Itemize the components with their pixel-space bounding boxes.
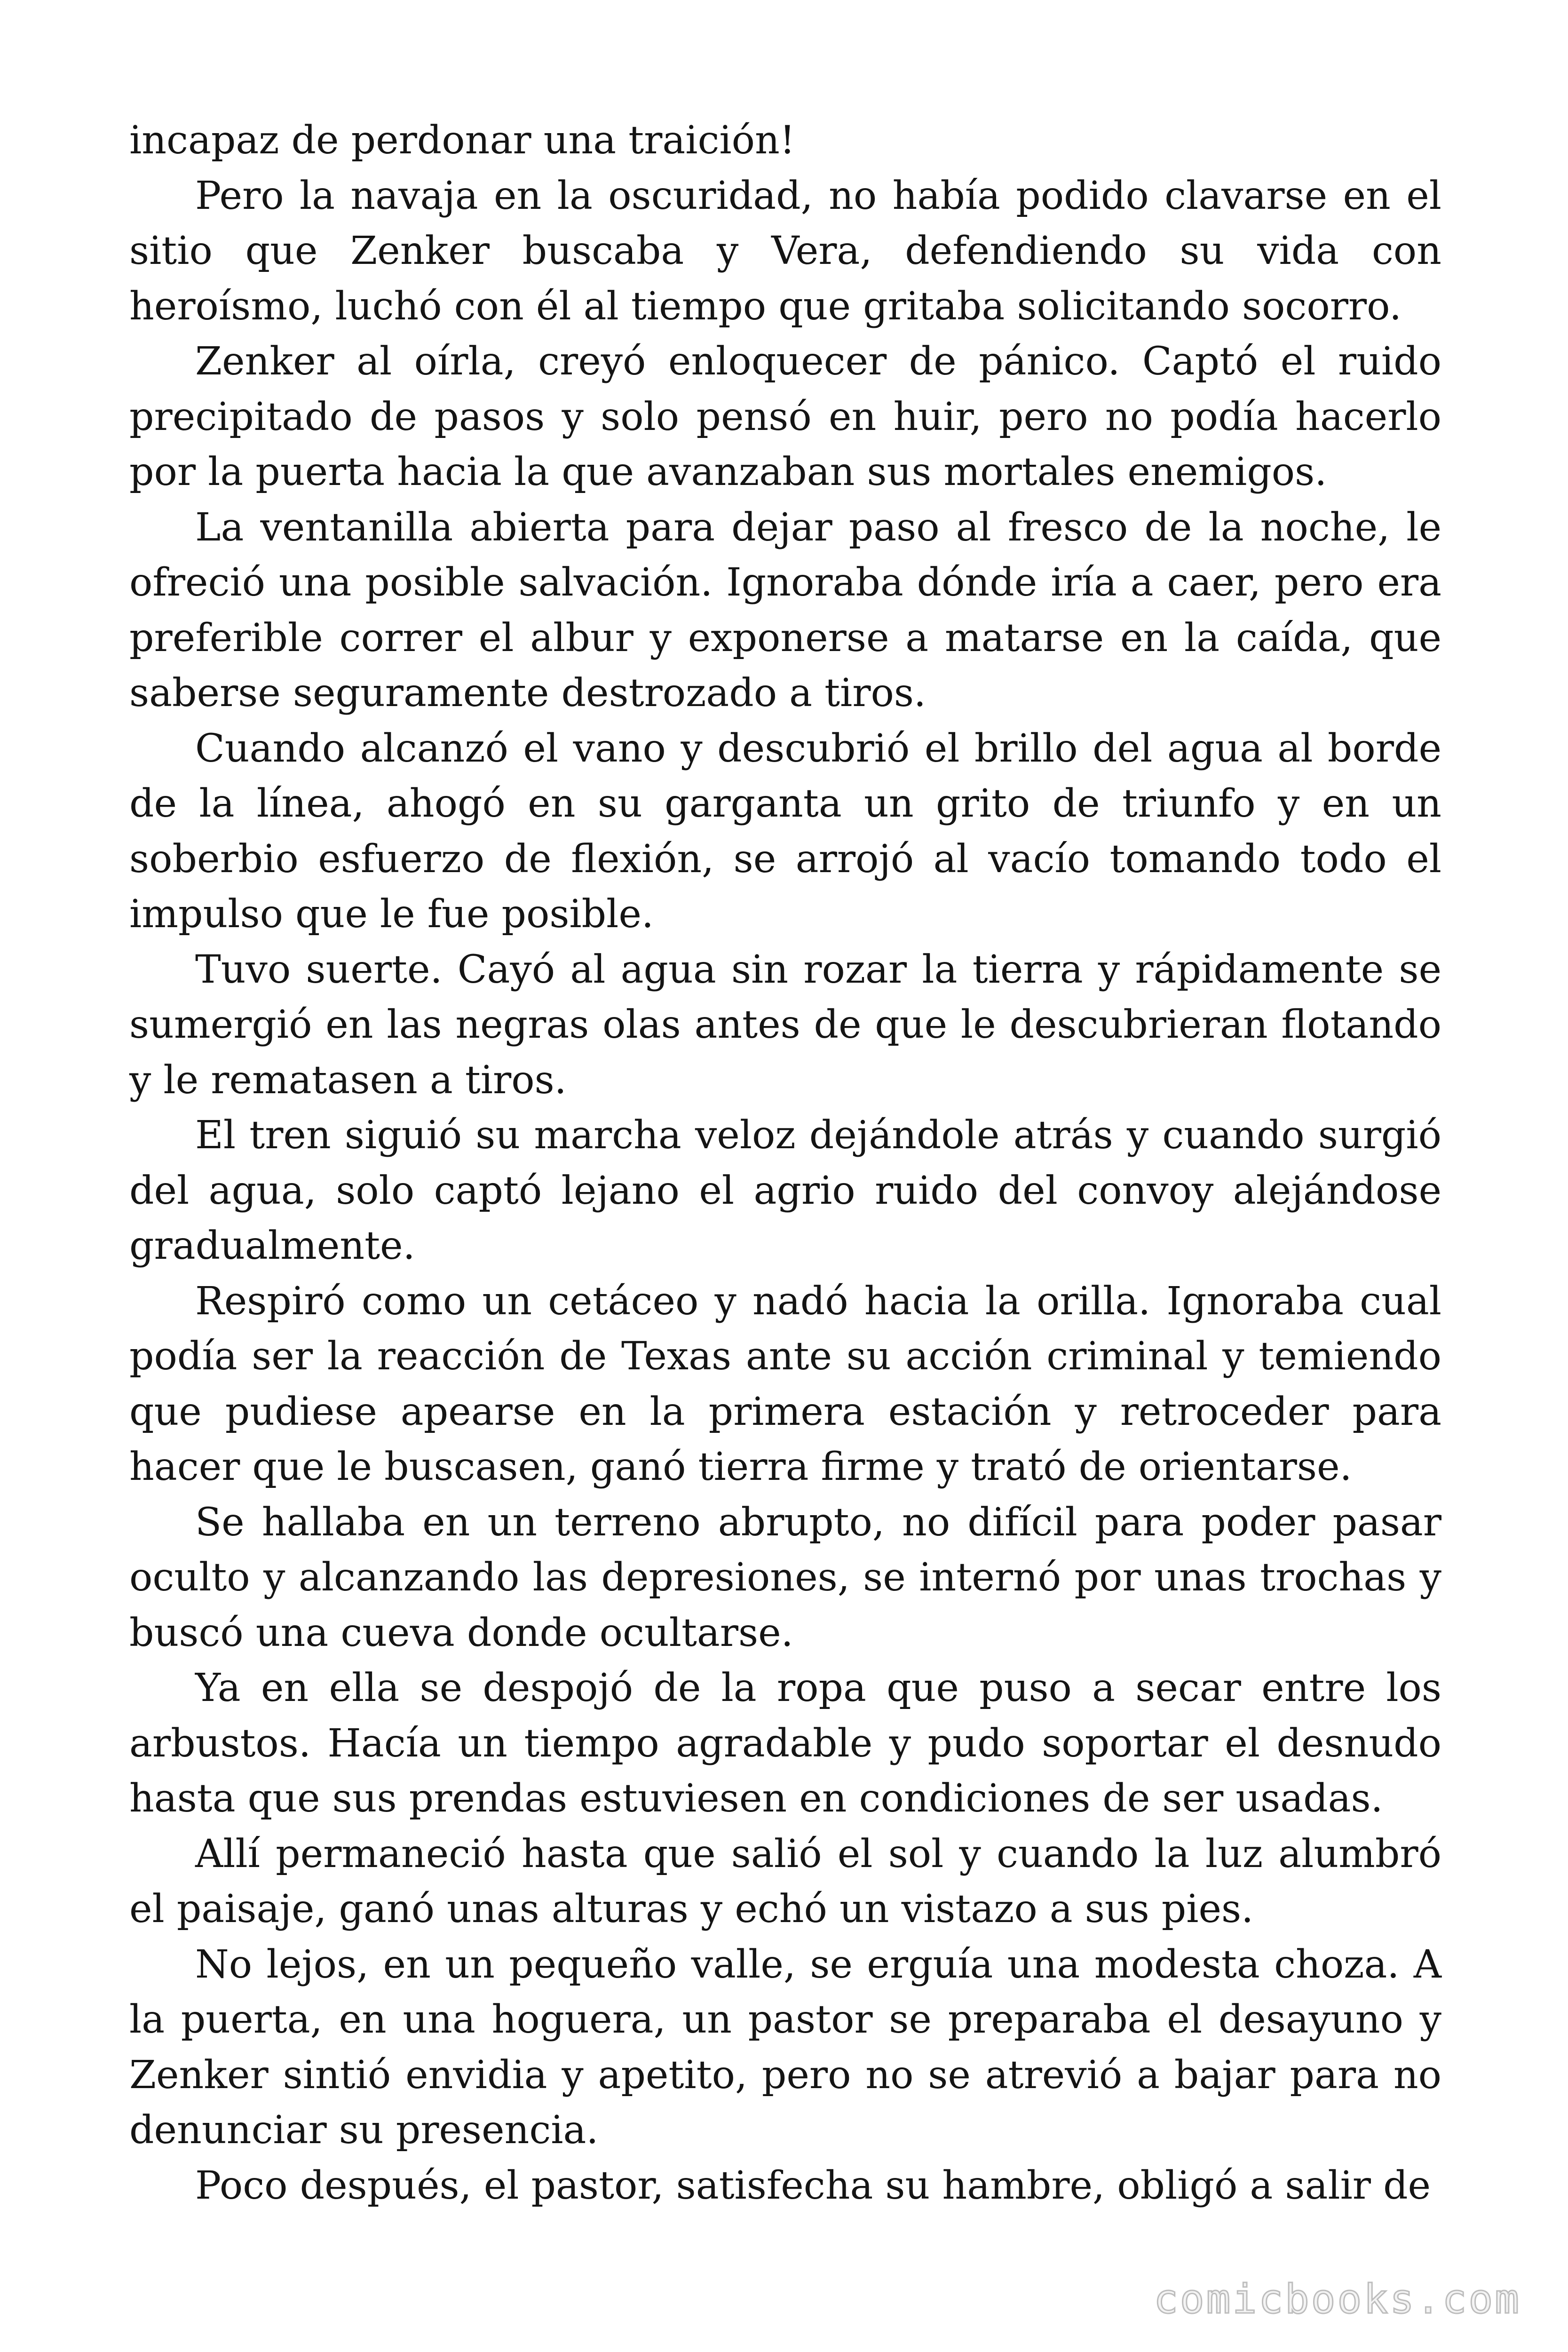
paragraph: Allí permaneció hasta que salió el sol y cuando la luz alumbró el paisaje, ganó unas alturas y echó un vistazo a sus pies.	[129, 1831, 1441, 1931]
paragraph: Poco después, el pastor, satisfecha su hambre, obligó a salir de	[195, 2163, 1431, 2208]
paragraph: El tren siguió su marcha veloz dejándole atrás y cuando surgió del agua, solo captó lejano el agrio ruido del convoy alejándose gradualmente.	[129, 1113, 1441, 1268]
paragraph: Cuando alcanzó el vano y descubrió el brillo del agua al borde de la línea, ahogó en su garganta un grito de triunfo y en un soberbio esfuerzo de flexión, se arrojó al vacío tomando todo el impulso que le fue posible.	[129, 726, 1441, 937]
paragraph: incapaz de perdonar una traición!	[129, 118, 795, 163]
page-text	[129, 113, 1441, 2213]
paragraph: La ventanilla abierta para dejar paso al fresco de la noche, le ofreció una posible salvación. Ignoraba dónde iría a caer, pero era preferible correr el albur y exponerse a matarse en la caída, que saberse seguramente destrozado a tiros.	[129, 505, 1441, 715]
paragraph: Respiró como un cetáceo y nadó hacia la orilla. Ignoraba cual podía ser la reacción de Texas ante su acción criminal y temiendo que pudiese apearse en la primera estación y retroceder para hacer que le buscasen, ganó tierra firme y trató de orientarse.	[129, 1279, 1441, 1489]
paragraph: Ya en ella se despojó de la ropa que puso a secar entre los arbustos. Hacía un tiempo agradable y pudo soportar el desnudo hasta que sus prendas estuviesen en condiciones de ser usadas.	[129, 1666, 1441, 1821]
paragraph: No lejos, en un pequeño valle, se erguía una modesta choza. A la puerta, en una hoguera, un pastor se preparaba el desayuno y Zenker sintió envidia y apetito, pero no se atrevió a bajar para no denunciar su presencia.	[129, 1942, 1441, 2153]
paragraph: Pero la navaja en la oscuridad, no había podido clavarse en el sitio que Zenker buscaba y Vera, defendiendo su vida con heroísmo, luchó con él al tiempo que gritaba solicitando socorro.	[129, 173, 1441, 329]
paragraph: Zenker al oírla, creyó enloquecer de pánico. Captó el ruido precipitado de pasos y solo pensó en huir, pero no podía hacerlo por la puerta hacia la que avanzaban sus mortales enemigos.	[129, 339, 1441, 494]
paragraph: Tuvo suerte. Cayó al agua sin rozar la tierra y rápidamente se sumergió en las negras olas antes de que le descubrieran flotando y le rematasen a tiros.	[129, 947, 1441, 1103]
watermark-text: comicbooks.com	[1154, 2276, 1521, 2323]
paragraph: Se hallaba en un terreno abrupto, no difícil para poder pasar oculto y alcanzando las depresiones, se internó por unas trochas y buscó una cueva donde ocultarse.	[129, 1500, 1441, 1655]
